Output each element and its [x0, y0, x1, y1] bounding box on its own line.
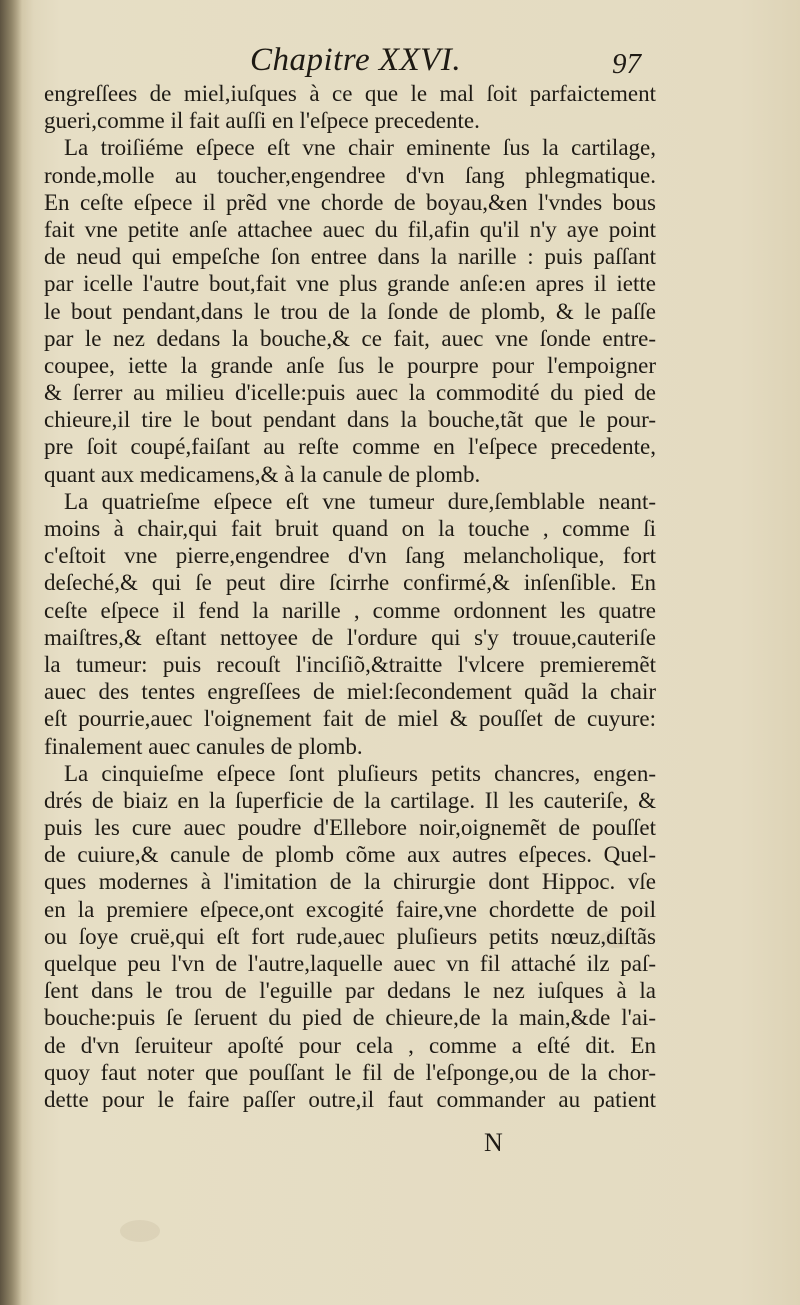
- text-line: chieure,il tire le bout pendant dans la bouche,tãt que le pour-: [44, 407, 656, 433]
- page-header: [250, 42, 650, 82]
- text-line: par le nez dedans la bouche,& ce fait, auec vne ſonde entre-: [44, 325, 656, 351]
- text-line: ques modernes à l'imitation de la chirurgie dont Hippoc. vſe: [44, 869, 656, 895]
- text-line: finalement auec canules de plomb.: [44, 733, 363, 759]
- text-line: moins à chair,qui fait bruit quand on la touche , comme ſi: [44, 516, 656, 541]
- body-text: [44, 80, 656, 1113]
- text-line: ceſte eſpece il fend la narille , comme ordonnent les quatre: [44, 597, 656, 623]
- text-line: c'eſtoit vne pierre,engendree d'vn ſang melancholique, fort: [44, 543, 656, 569]
- text-line: ou ſoye cruë,qui eſt fort rude,auec pluſieurs petits nœuz,diſtãs: [44, 923, 656, 949]
- running-title: Chapitre XXVI.: [250, 42, 462, 78]
- text-line: maiſtres,& eſtant nettoyee de l'ordure qui s'y trouue,cauteriſe: [44, 624, 656, 650]
- text-line: la tumeur: puis recouſt l'inciſiõ,&traitte l'vlcere premieremẽt: [44, 651, 656, 677]
- paper-stain: [120, 1220, 160, 1242]
- text-line: La cinquieſme eſpece ſont pluſieurs petits chancres, engen-: [64, 760, 656, 786]
- text-line: quelque peu l'vn de l'autre,laquelle auec vn fil attaché ilz paſ-: [44, 951, 656, 976]
- text-line: & ſerrer au milieu d'icelle:puis auec la commodité du pied de: [44, 380, 656, 406]
- text-line: La quatrieſme eſpece eſt vne tumeur dure,ſemblable neant-: [64, 488, 656, 514]
- text-line: fait vne petite anſe attachee auec du fil,afin qu'il n'y aye point: [44, 216, 656, 242]
- text-line: pre ſoit coupé,faiſant au reſte comme en l'eſpece precedente,: [44, 434, 656, 460]
- text-line: engreſſees de miel,iuſques à ce que le mal ſoit parfaictement: [44, 81, 656, 106]
- text-line: deſeché,& qui ſe peut dire ſcirrhe confirmé,& inſenſible. En: [44, 570, 656, 596]
- text-line: La troiſiéme eſpece eſt vne chair eminente ſus la cartilage,: [64, 135, 656, 161]
- binding-gutter: [0, 0, 22, 1305]
- text-line: quoy faut noter que pouſſant le fil de l'eſponge,ou de la chor-: [44, 1059, 656, 1085]
- text-line: coupee, iette la grande anſe ſus le pourpre pour l'empoigner: [44, 352, 656, 378]
- text-line: quant aux medicamens,& à la canule de plomb.: [44, 461, 481, 487]
- text-line: ſent dans le trou de l'eguille par dedans le nez iuſques à la: [44, 978, 656, 1004]
- text-line: auec des tentes engreſſees de miel:ſecondement quãd la chair: [44, 679, 656, 705]
- text-line: de cuiure,& canule de plomb cõme aux autres eſpeces. Quel-: [44, 842, 656, 868]
- text-line: dette pour le faire paſſer outre,il faut commander au patient: [44, 1086, 656, 1112]
- text-line: puis les cure auec poudre d'Ellebore noir,oignemẽt de pouſſet: [44, 815, 656, 841]
- text-line: de neud qui empeſche ſon entree dans la narille : puis paſſant: [44, 244, 656, 270]
- text-line: gueri,comme il fait auſſi en l'eſpece precedente.: [44, 108, 480, 134]
- text-line: bouche:puis ſe ſeruent du pied de chieure,de la main,&de l'ai-: [44, 1005, 656, 1031]
- text-line: ronde,molle au toucher,engendree d'vn ſang phlegmatique.: [44, 162, 656, 188]
- text-line: eſt pourrie,auec l'oignement fait de miel & pouſſet de cuyure:: [44, 706, 656, 732]
- text-line: en la premiere eſpece,ont excogité faire,vne chordette de poil: [44, 896, 656, 922]
- text-line: En ceſte eſpece il prẽd vne chorde de boyau,&en l'vndes bous: [44, 189, 656, 215]
- text-line: le bout pendant,dans le trou de la ſonde de plomb, & le paſſe: [44, 298, 656, 324]
- signature-mark: N: [484, 1128, 503, 1157]
- text-line: par icelle l'autre bout,fait vne plus grande anſe:en apres il iette: [44, 271, 656, 297]
- text-line: drés de biaiz en la ſuperficie de la cartilage. Il les cauteriſe, &: [44, 787, 656, 813]
- page-number: 97: [612, 48, 641, 80]
- text-line: de d'vn ſeruiteur apoſté pour cela , comme a eſté dit. En: [44, 1032, 656, 1058]
